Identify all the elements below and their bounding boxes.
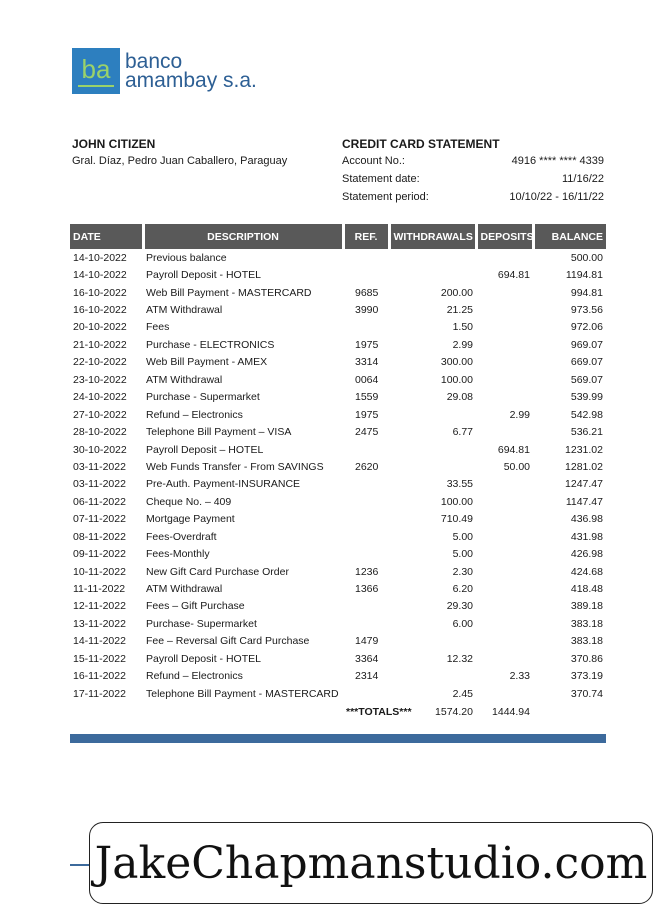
- row-deposit: 2.33: [509, 670, 530, 683]
- table-header-row: [70, 224, 606, 249]
- header-ref: REF.: [343, 224, 389, 249]
- row-ref: 2314: [355, 670, 379, 683]
- row-balance: 539.99: [570, 391, 603, 404]
- row-description: Telephone Bill Payment - MASTERCARD: [146, 687, 339, 700]
- row-description: Purchase - ELECTRONICS: [146, 338, 275, 351]
- row-balance: 972.06: [570, 321, 603, 334]
- row-deposit: [476, 423, 533, 440]
- row-deposit: [476, 389, 533, 406]
- row-balance: 383.18: [570, 617, 603, 630]
- row-date: 12-11-2022: [73, 600, 126, 613]
- row-balance: 542.98: [570, 408, 603, 421]
- bank-name-line1: banco: [125, 50, 183, 73]
- row-balance: 431.98: [570, 530, 603, 543]
- row-date: 16-10-2022: [73, 286, 127, 299]
- table-row: [70, 633, 606, 650]
- row-description: Cheque No. – 409: [146, 495, 232, 508]
- row-description: Purchase - Supermarket: [146, 391, 260, 404]
- table-row: [70, 319, 606, 336]
- row-ref: [343, 476, 389, 493]
- customer-name: JOHN CITIZEN: [72, 137, 156, 151]
- row-ref: 2620: [355, 460, 379, 473]
- table-row: [70, 528, 606, 545]
- statement-period-label: Statement period:: [342, 191, 429, 203]
- table-row: [70, 284, 606, 301]
- row-deposit: [476, 476, 533, 493]
- totals-withdrawals: 1574.20: [435, 706, 473, 719]
- row-withdrawal: 710.49: [440, 513, 473, 526]
- row-withdrawal: 200.00: [440, 286, 473, 299]
- row-withdrawal: [389, 266, 476, 283]
- row-balance: 370.74: [570, 687, 603, 700]
- row-date: 13-11-2022: [73, 617, 126, 630]
- row-description: Refund – Electronics: [146, 670, 243, 683]
- header-withdrawals: WITHDRAWALS: [389, 224, 476, 249]
- row-withdrawal: [389, 441, 476, 458]
- row-balance: 669.07: [570, 356, 603, 369]
- row-ref: [343, 528, 389, 545]
- row-date: 20-10-2022: [73, 321, 127, 334]
- row-balance: 973.56: [570, 304, 603, 317]
- row-withdrawal: 100.00: [440, 373, 473, 386]
- statement-date-row: [342, 173, 604, 185]
- table-row: [70, 615, 606, 632]
- row-deposit: [476, 336, 533, 353]
- row-ref: [343, 511, 389, 528]
- table-row: [70, 685, 606, 702]
- row-ref: 1975: [355, 338, 379, 351]
- row-description: ATM Withdrawal: [146, 583, 223, 596]
- totals-empty-date: [70, 702, 143, 722]
- row-date: 03-11-2022: [73, 460, 126, 473]
- row-date: 09-11-2022: [73, 548, 126, 561]
- row-balance: 969.07: [570, 338, 603, 351]
- row-ref: 1559: [355, 391, 379, 404]
- row-withdrawal: 29.30: [446, 600, 473, 613]
- transactions-table: [70, 224, 606, 722]
- row-deposit: [476, 650, 533, 667]
- table-row: [70, 406, 606, 423]
- row-date: 28-10-2022: [73, 426, 127, 439]
- watermark-text: JakeChapmanstudio.com: [94, 837, 648, 889]
- row-withdrawal: 2.45: [452, 687, 473, 700]
- table-row: [70, 563, 606, 580]
- row-withdrawal: 2.30: [452, 565, 473, 578]
- row-withdrawal: [389, 458, 476, 475]
- row-ref: 2475: [355, 426, 379, 439]
- row-description: Payroll Deposit - HOTEL: [146, 269, 261, 282]
- row-description: Pre-Auth. Payment-INSURANCE: [146, 478, 301, 491]
- row-deposit: [476, 371, 533, 388]
- row-date: 30-10-2022: [73, 443, 127, 456]
- row-ref: [343, 441, 389, 458]
- table-row: [70, 266, 606, 283]
- table-row: [70, 476, 606, 493]
- row-deposit: [476, 598, 533, 615]
- row-ref: 9685: [355, 286, 379, 299]
- row-description: Mortgage Payment: [146, 513, 235, 526]
- row-deposit: [476, 633, 533, 650]
- row-date: 07-11-2022: [73, 513, 126, 526]
- row-withdrawal: 300.00: [440, 356, 473, 369]
- row-description: ATM Withdrawal: [146, 373, 223, 386]
- row-ref: [343, 319, 389, 336]
- row-ref: [343, 545, 389, 562]
- row-deposit: 694.81: [497, 443, 530, 456]
- row-deposit: [476, 685, 533, 702]
- row-deposit: [476, 493, 533, 510]
- row-date: 15-11-2022: [73, 652, 126, 665]
- row-deposit: 2.99: [509, 408, 530, 421]
- row-withdrawal: 100.00: [440, 495, 473, 508]
- table-row: [70, 458, 606, 475]
- row-deposit: [476, 615, 533, 632]
- row-ref: 3364: [355, 652, 379, 665]
- bank-name-line2: amambay s.a.: [125, 69, 257, 92]
- row-date: 16-10-2022: [73, 304, 127, 317]
- row-date: 08-11-2022: [73, 530, 126, 543]
- row-ref: 1366: [355, 583, 379, 596]
- row-withdrawal: 6.00: [452, 617, 473, 630]
- totals-row: [70, 702, 606, 722]
- row-description: Fees – Gift Purchase: [146, 600, 245, 613]
- row-withdrawal: [389, 668, 476, 685]
- row-withdrawal: [389, 249, 476, 266]
- row-description: Web Funds Transfer - From SAVINGS: [146, 460, 324, 473]
- row-ref: [343, 493, 389, 510]
- row-balance: 536.21: [570, 426, 603, 439]
- row-date: 10-11-2022: [73, 565, 126, 578]
- row-deposit: [476, 319, 533, 336]
- table-row: [70, 511, 606, 528]
- row-withdrawal: 29.08: [446, 391, 473, 404]
- row-balance: 1194.81: [565, 269, 603, 282]
- table-row: [70, 354, 606, 371]
- row-ref: 1975: [355, 408, 379, 421]
- row-balance: 1247.47: [565, 478, 603, 491]
- row-deposit: [476, 563, 533, 580]
- table-row: [70, 545, 606, 562]
- table-row: [70, 389, 606, 406]
- row-balance: 370.86: [570, 652, 603, 665]
- table-row: [70, 441, 606, 458]
- row-date: 16-11-2022: [73, 670, 126, 683]
- row-balance: 436.98: [570, 513, 603, 526]
- header-date: DATE: [70, 224, 143, 249]
- header-balance: BALANCE: [533, 224, 606, 249]
- row-ref: 1236: [355, 565, 379, 578]
- row-balance: 389.18: [570, 600, 603, 613]
- row-description: Web Bill Payment - MASTERCARD: [146, 286, 312, 299]
- logo-underline: [78, 85, 114, 87]
- row-description: Previous balance: [146, 251, 227, 264]
- row-description: Refund – Electronics: [146, 408, 243, 421]
- row-description: Payroll Deposit – HOTEL: [146, 443, 264, 456]
- bank-logo: [72, 48, 257, 94]
- table-row: [70, 668, 606, 685]
- row-balance: 383.18: [570, 635, 603, 648]
- row-description: Fee – Reversal Gift Card Purchase: [146, 635, 310, 648]
- row-deposit: [476, 249, 533, 266]
- row-withdrawal: 5.00: [452, 548, 473, 561]
- table-row: [70, 336, 606, 353]
- footer-bar: [70, 734, 606, 743]
- row-deposit: 694.81: [497, 269, 530, 282]
- row-date: 03-11-2022: [73, 478, 126, 491]
- table-row: [70, 650, 606, 667]
- row-balance: 569.07: [570, 373, 603, 386]
- row-balance: 994.81: [570, 286, 603, 299]
- row-deposit: [476, 580, 533, 597]
- table-row: [70, 301, 606, 318]
- row-ref: [343, 615, 389, 632]
- header-deposits: DEPOSITS: [476, 224, 533, 249]
- totals-label: ***TOTALS***: [346, 706, 412, 719]
- row-balance: 1281.02: [565, 460, 603, 473]
- logo-mark: [72, 48, 120, 94]
- table-row: [70, 371, 606, 388]
- account-value: 4916 **** **** 4339: [511, 155, 604, 167]
- row-ref: 3990: [355, 304, 379, 317]
- row-date: 06-11-2022: [73, 495, 126, 508]
- totals-empty-balance: [533, 702, 606, 722]
- row-date: 22-10-2022: [73, 356, 127, 369]
- statement-period-row: [342, 191, 604, 203]
- row-date: 24-10-2022: [73, 391, 127, 404]
- row-date: 21-10-2022: [73, 338, 127, 351]
- row-deposit: [476, 301, 533, 318]
- row-ref: [343, 685, 389, 702]
- row-description: Payroll Deposit - HOTEL: [146, 652, 261, 665]
- row-withdrawal: 21.25: [446, 304, 473, 317]
- totals-empty-desc: [143, 702, 343, 722]
- row-balance: 418.48: [570, 583, 603, 596]
- row-ref: 3314: [355, 356, 379, 369]
- row-withdrawal: [389, 406, 476, 423]
- row-withdrawal: [389, 633, 476, 650]
- totals-deposits: 1444.94: [492, 706, 530, 719]
- row-withdrawal: 6.20: [452, 583, 473, 596]
- header-description: DESCRIPTION: [143, 224, 343, 249]
- row-deposit: [476, 545, 533, 562]
- row-withdrawal: 12.32: [446, 652, 473, 665]
- row-deposit: [476, 528, 533, 545]
- row-balance: 424.68: [570, 565, 603, 578]
- row-balance: 1231.02: [565, 443, 603, 456]
- bank-name: [125, 52, 257, 90]
- row-ref: 1479: [355, 635, 379, 648]
- table-row: [70, 493, 606, 510]
- watermark-banner: [89, 822, 653, 904]
- row-deposit: 50.00: [503, 460, 530, 473]
- logo-mark-text: ba: [81, 54, 111, 84]
- row-description: Fees-Overdraft: [146, 530, 217, 543]
- row-date: 17-11-2022: [73, 687, 126, 700]
- row-description: New Gift Card Purchase Order: [146, 565, 289, 578]
- statement-title: CREDIT CARD STATEMENT: [342, 137, 500, 151]
- row-ref: [343, 598, 389, 615]
- row-balance: 426.98: [570, 548, 603, 561]
- row-date: 14-10-2022: [73, 269, 127, 282]
- table-row: [70, 580, 606, 597]
- row-balance: 500.00: [570, 251, 603, 264]
- statement-date-label: Statement date:: [342, 173, 420, 185]
- row-description: ATM Withdrawal: [146, 304, 223, 317]
- account-row: [342, 155, 604, 167]
- row-deposit: [476, 354, 533, 371]
- row-deposit: [476, 511, 533, 528]
- statement-date-value: 11/16/22: [561, 173, 604, 185]
- row-balance: 1147.47: [565, 495, 603, 508]
- row-withdrawal: 6.77: [452, 426, 473, 439]
- statement-period-value: 10/10/22 - 16/11/22: [509, 191, 604, 203]
- row-description: Purchase- Supermarket: [146, 617, 257, 630]
- table-row: [70, 249, 606, 266]
- row-description: Web Bill Payment - AMEX: [146, 356, 268, 369]
- row-withdrawal: 5.00: [452, 530, 473, 543]
- account-label: Account No.:: [342, 155, 405, 167]
- row-ref: 0064: [355, 373, 379, 386]
- row-date: 11-11-2022: [73, 583, 126, 596]
- row-ref: [343, 266, 389, 283]
- row-date: 14-11-2022: [73, 635, 126, 648]
- row-withdrawal: 2.99: [452, 338, 473, 351]
- row-balance: 373.19: [570, 670, 603, 683]
- row-date: 27-10-2022: [73, 408, 127, 421]
- row-description: Telephone Bill Payment – VISA: [146, 426, 292, 439]
- row-description: Fees-Monthly: [146, 548, 210, 561]
- row-date: 23-10-2022: [73, 373, 127, 386]
- row-description: Fees: [146, 321, 170, 334]
- table-row: [70, 423, 606, 440]
- row-withdrawal: 1.50: [452, 321, 473, 334]
- row-withdrawal: 33.55: [446, 478, 473, 491]
- row-date: 14-10-2022: [73, 251, 127, 264]
- row-ref: [343, 249, 389, 266]
- customer-address: Gral. Díaz, Pedro Juan Caballero, Paraguay: [72, 155, 288, 167]
- table-row: [70, 598, 606, 615]
- row-deposit: [476, 284, 533, 301]
